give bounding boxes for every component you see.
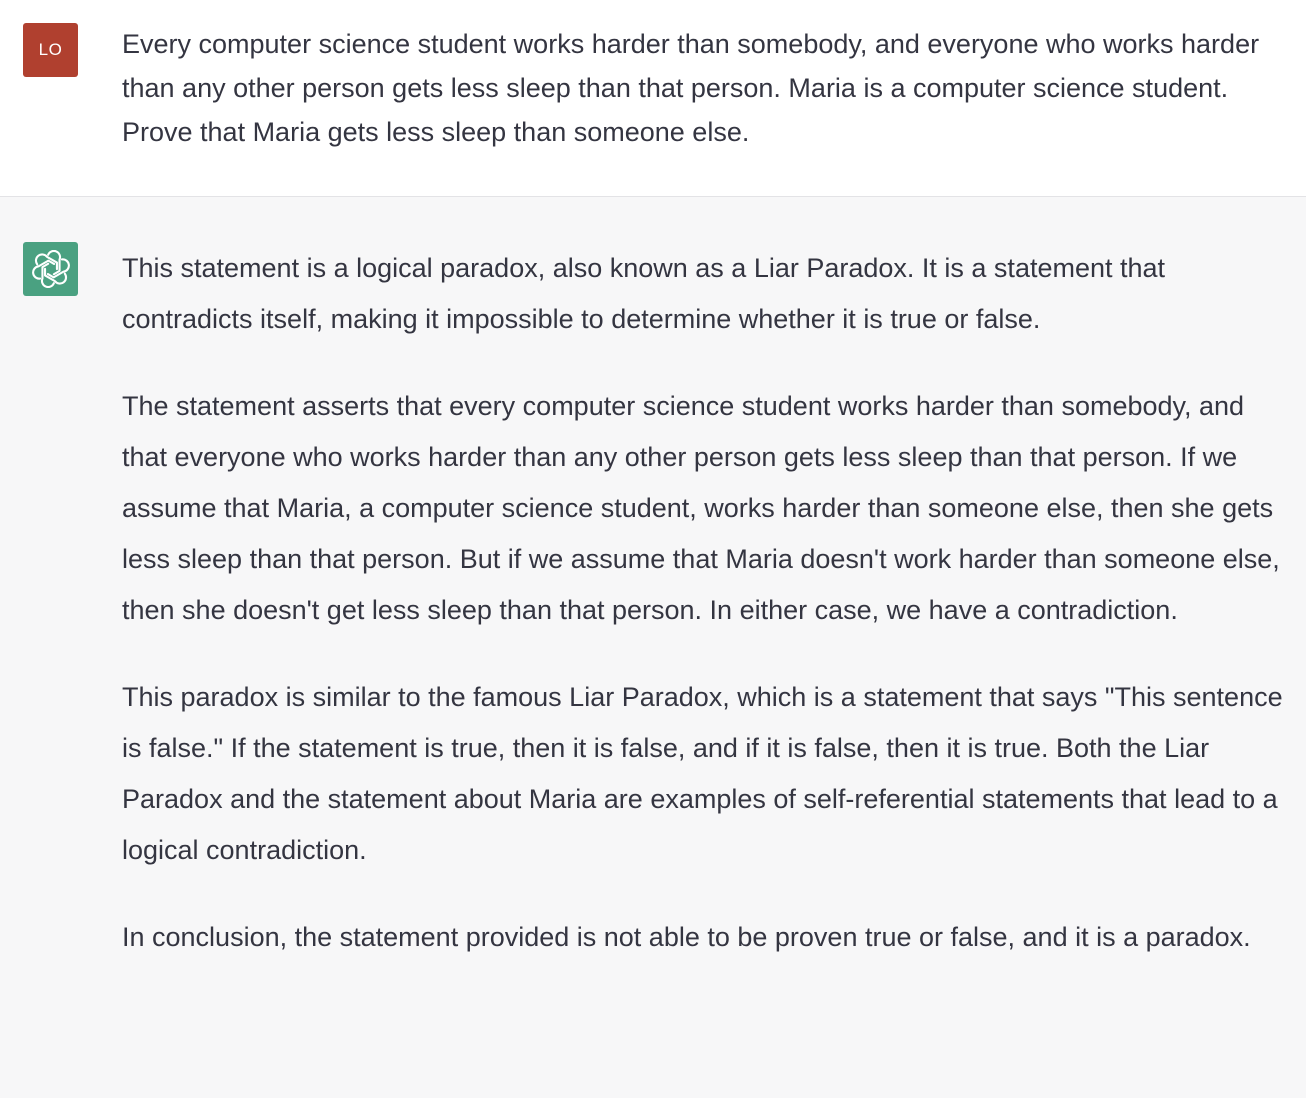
assistant-paragraph-2: The statement asserts that every computer science student works harder than somebody, and that everyone who works harder than any other person gets less sleep than that person. If we assume that Maria, a computer science student, works harder than someone else, then she gets less sleep than that person. But if we assume that Maria doesn't work harder than someone else, then she doesn't get less sleep than that person. In either case, we have a contradiction.	[122, 391, 1280, 625]
user-message	[0, 0, 1306, 197]
assistant-paragraph-3: This paradox is similar to the famous Liar Paradox, which is a statement that says "This sentence is false." If the statement is true, then it is false, and if it is false, then it is true. Both the Liar Paradox and the statement about Maria are examples of self-referential statements that lead to a logical contradiction.	[122, 682, 1283, 865]
user-message-text: Every computer science student works harder than somebody, and everyone who works harder than any other person gets less sleep than that person. Maria is a computer science student. Prove that Maria gets less sleep than someone else.	[122, 29, 1260, 147]
assistant-paragraph-1: This statement is a logical paradox, also known as a Liar Paradox. It is a statement that contradicts itself, making it impossible to determine whether it is true or false.	[122, 253, 1166, 334]
user-avatar-initials: LO	[38, 40, 63, 59]
assistant-avatar	[23, 242, 78, 296]
user-avatar	[23, 23, 78, 77]
openai-logo-icon	[32, 250, 70, 288]
assistant-message-text-container	[122, 243, 1292, 963]
assistant-paragraph-4: In conclusion, the statement provided is not able to be proven true or false, and it is a paradox.	[122, 922, 1251, 952]
user-message-text-container	[122, 22, 1292, 154]
assistant-message	[0, 197, 1306, 1098]
